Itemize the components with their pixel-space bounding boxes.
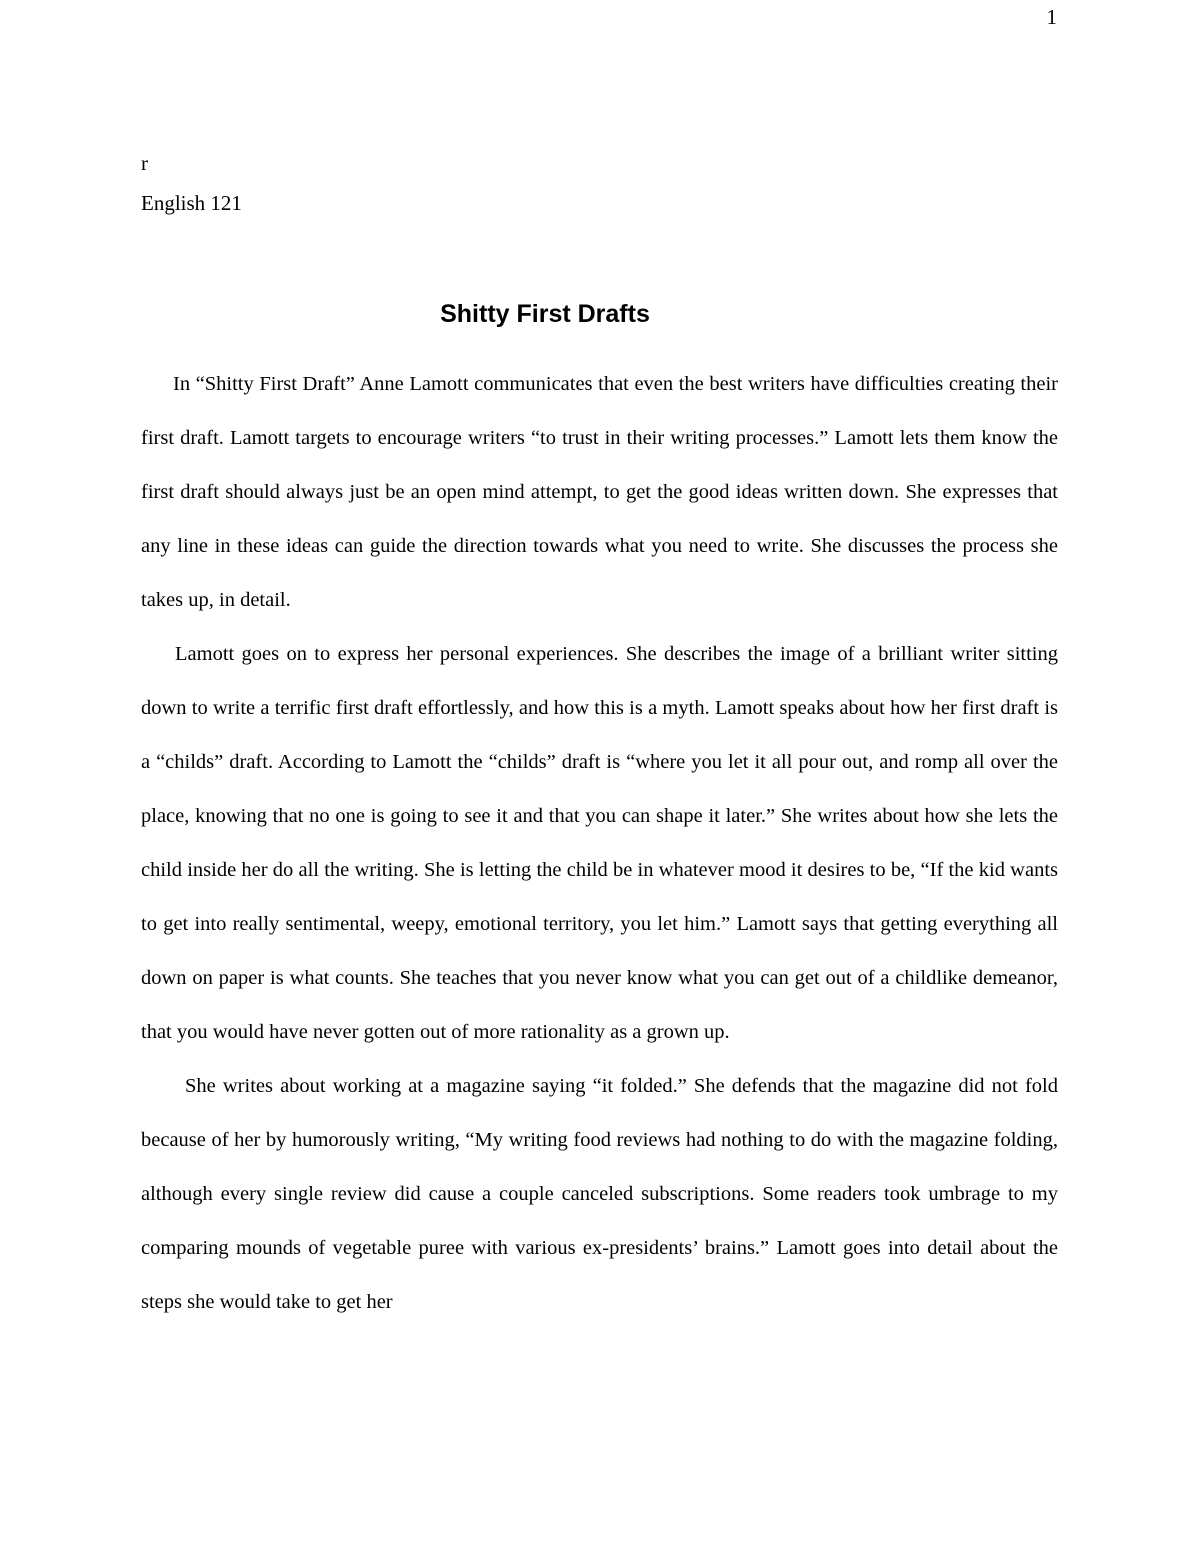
paragraph-3: She writes about working at a magazine saying “it folded.” She defends that the magazine did not fold because of her by humorously writing, “My writing food reviews had nothing to do with the magazine folding, although every single review did cause a couple canceled subscriptions. Some readers took umbrage to my comparing mounds of vegetable puree with various ex-presidents’ brains.” Lamott goes into detail about the steps she would take to get her: [141, 1075, 1058, 1313]
paragraph-2: Lamott goes on to express her personal experiences. She describes the image of a brilliant writer sitting down to write a terrific first draft effortlessly, and how this is a myth. Lamott speaks about how her first draft is a “childs” draft. According to Lamott the “childs” draft is “where you let it all pour out, and romp all over the place, knowing that no one is going to see it and that you can shape it later.” She writes about how she lets the child inside her do all the writing. She is letting the child be in whatever mood it desires to be, “If the kid wants to get into really sentimental, weepy, emotional territory, you let him.” Lamott says that getting everything all down on paper is what counts. She teaches that you never know what you can get out of a childlike demeanor, that you would have never gotten out of more rationality as a grown up.: [141, 643, 1058, 1043]
student-name-line: r: [141, 151, 148, 175]
course-line: English 121: [141, 191, 242, 215]
page-number: 1: [1046, 5, 1057, 29]
essay-body: [141, 357, 1058, 1329]
paragraph-1: In “Shitty First Draft” Anne Lamott communicates that even the best writers have difficulties creating their first draft. Lamott targets to encourage writers “to trust in their writing processes.” Lamott lets them know the first draft should always just be an open mind attempt, to get the good ideas written down. She expresses that any line in these ideas can guide the direction towards what you need to write. She discusses the process she takes up, in detail.: [141, 373, 1058, 611]
header-block: [141, 143, 242, 223]
essay-title: Shitty First Drafts: [440, 300, 650, 328]
